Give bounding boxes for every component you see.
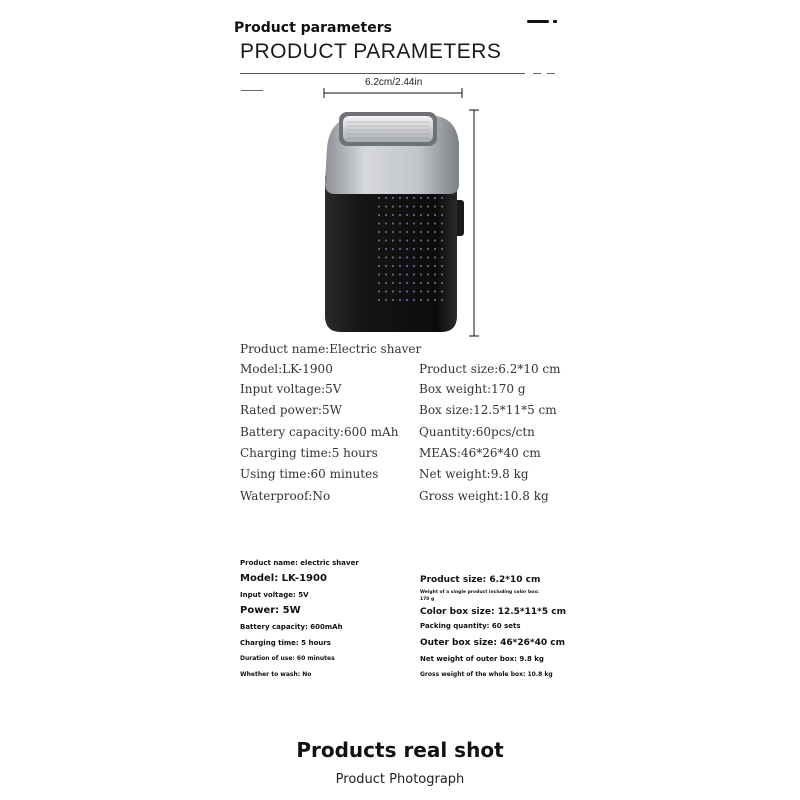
spec-battery-capacity: Battery capacity:600 mAh (240, 425, 399, 439)
spec-box-weight: Box weight:170 g (419, 382, 526, 396)
spec-b-charging-time: Charging time: 5 hours (240, 639, 331, 647)
spec-input-voltage: Input voltage:5V (240, 382, 342, 396)
spec-b-outer-net-weight: Net weight of outer box: 9.8 kg (420, 655, 544, 663)
spec-box-size: Box size:12.5*11*5 cm (419, 403, 557, 417)
spec-b-color-box-size: Color box size: 12.5*11*5 cm (420, 607, 566, 617)
spec-b-product-name: Product name: electric shaver (240, 559, 359, 567)
title-underline (240, 73, 525, 74)
width-dimension-line (318, 86, 468, 100)
spec-charging-time: Charging time:5 hours (240, 446, 378, 460)
spec-waterproof: Waterproof:No (240, 489, 331, 503)
spec-b-input-voltage: Input voltage: 5V (240, 591, 309, 599)
spec-b-wash: Whether to wash: No (240, 671, 312, 678)
spec-product-size: Product size:6.2*10 cm (419, 362, 561, 376)
shaver-product-image (315, 108, 470, 340)
spec-b-single-weight: Weight of a single product including color box: 170 g (420, 590, 540, 602)
menu-dot-icon (553, 20, 557, 23)
spec-product-name: Product name:Electric shaver (240, 342, 422, 356)
spec-rated-power: Rated power:5W (240, 403, 342, 417)
spec-b-battery-capacity: Battery capacity: 600mAh (240, 623, 343, 631)
spec-meas: MEAS:46*26*40 cm (419, 446, 541, 460)
section-label: Product parameters (234, 20, 392, 36)
width-dimension-label: 6.2cm/2.44in (365, 77, 423, 88)
spec-b-gross-weight: Gross weight of the whole box: 10.8 kg (420, 671, 553, 678)
decor-dash (547, 73, 555, 74)
spec-b-power: Power: 5W (240, 605, 301, 616)
spec-model: Model:LK-1900 (240, 362, 333, 376)
real-shot-subtitle: Product Photograph (335, 772, 465, 787)
menu-dash-icon (527, 20, 549, 23)
page-title: PRODUCT PARAMETERS (240, 40, 502, 63)
spec-net-weight: Net weight:9.8 kg (419, 467, 529, 481)
spec-b-packing-quantity: Packing quantity: 60 sets (420, 622, 521, 630)
spec-quantity: Quantity:60pcs/ctn (419, 425, 535, 439)
spec-b-model: Model: LK-1900 (240, 573, 327, 584)
decor-dash (241, 90, 263, 91)
spec-b-product-size: Product size: 6.2*10 cm (420, 575, 541, 585)
spec-b-duration: Duration of use: 60 minutes (240, 655, 335, 662)
spec-b-outer-box-size: Outer box size: 46*26*40 cm (420, 638, 565, 648)
real-shot-title: Products real shot (296, 738, 504, 762)
decor-dash (533, 73, 541, 74)
spec-gross-weight: Gross weight:10.8 kg (419, 489, 549, 503)
spec-using-time: Using time:60 minutes (240, 467, 379, 481)
